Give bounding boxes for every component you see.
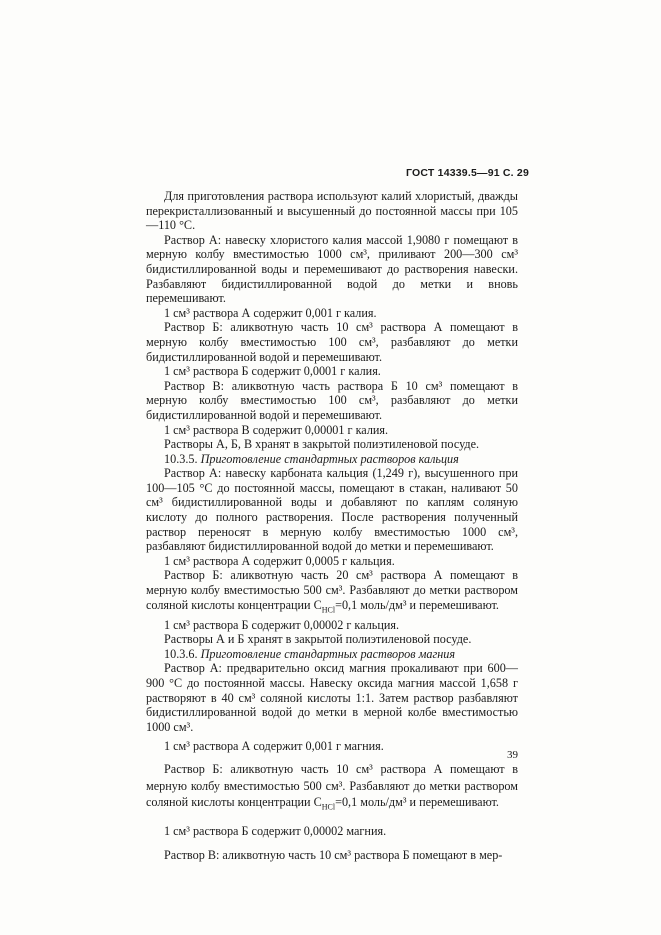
page-number: 39 — [507, 749, 518, 761]
paragraph: 1 см³ раствора Б содержит 0,0001 г калия. — [164, 364, 381, 379]
paragraph: Раствор А: навеску карбоната кальция (1,249 г), высушенного при 100—105 °С до постоянной массы, помещают в стакан, наливают 50 см³ бидистиллированной воды и добавляют по каплям соляную кислоту до полного растворения. После растворения полученный раствор переносят в мерную колбу вместимостью 1000 см³, разбавляют бидистиллированной водой до метки и перемешивают. — [146, 466, 518, 554]
formula-tail: =0,1 моль/дм³ и перемешивают. — [335, 597, 499, 612]
paragraph: Раствор Б: аликвотную часть 10 см³ раствора А помещают в мерную колбу вместимостью 100 см³, разбавляют до метки бидистиллированной водой и перемешивают. — [146, 320, 518, 364]
formula-tail: =0,1 моль/дм³ и перемешивают. — [335, 795, 499, 810]
paragraph: Раствор А: навеску хлористого калия массой 1,9080 г помещают в мерную колбу вместимостью 1000 см³, приливают 200—300 см³ бидистиллированной воды и перемешивают до растворения навески. Разбавляют бидистиллированной водой до метки и вновь перемешивают. — [146, 232, 518, 306]
paragraph-with-formula — [146, 761, 518, 816]
paragraph: Растворы А и Б хранят в закрытой полиэтиленовой посуде. — [164, 632, 472, 647]
paragraph: 1 см³ раствора Б содержит 0,00002 магния. — [164, 824, 387, 839]
paragraph-text: Раствор Б: аликвотную часть 10 см³ раствора А помещают в мерную колбу вместимостью 500 см³. Разбавляют до метки раствором соляной кислоты концентрации C — [146, 762, 518, 810]
formula-subscript: HCl — [321, 605, 336, 615]
paragraph: 1 см³ раствора В содержит 0,00001 г калия. — [164, 422, 389, 437]
section-heading-magnesium — [146, 647, 518, 662]
document-body — [146, 189, 518, 863]
section-title: Приготовление стандартных растворов кальция — [200, 451, 459, 466]
section-number: 10.3.5. — [164, 451, 198, 466]
paragraph: 1 см³ раствора А содержит 0,001 г магния. — [164, 739, 384, 754]
paragraph-with-formula — [146, 568, 518, 617]
paragraph: Растворы А, Б, В хранят в закрытой полиэтиленовой посуде. — [164, 437, 480, 452]
paragraph: Раствор А: предварительно оксид магния прокаливают при 600—900 °С до постоянной массы. Навеску оксида магния массой 1,658 г растворяют в 40 см³ соляной кислоты 1:1. Затем раствор разбавляют бидистиллированной водой до метки в мерной колбе вместимостью 1000 см³. — [146, 661, 518, 734]
paragraph-text: Раствор Б: аликвотную часть 20 см³ раствора А помещают в мерную колбу вместимостью 500 см³. Разбавляют до метки раствором соляной кислоты концентрации C — [146, 568, 518, 612]
paragraph: 1 см³ раствора А содержит 0,001 г калия. — [164, 305, 377, 320]
paragraph: Раствор В: аликвотную часть раствора Б 10 см³ помещают в мерную колбу вместимостью 100 см³, разбавляют до метки бидистиллированной водой и перемешивают. — [146, 378, 518, 422]
section-title: Приготовление стандартных растворов магния — [200, 646, 456, 661]
paragraph: Для приготовления раствора используют калий хлористый, дважды перекристаллизованный и высушенный до постоянной массы при 105—110 °С. — [146, 189, 518, 233]
section-heading-calcium — [146, 452, 518, 467]
paragraph: 1 см³ раствора А содержит 0,0005 г кальция. — [164, 553, 395, 568]
page-header: ГОСТ 14339.5—91 С. 29 — [406, 167, 529, 179]
paragraph: 1 см³ раствора Б содержит 0,00002 г кальция. — [164, 617, 400, 632]
paragraph: Раствор В: аликвотную часть 10 см³ раствора Б помещают в мер- — [164, 847, 503, 862]
formula-subscript: HCl — [321, 802, 336, 812]
section-number: 10.3.6. — [164, 646, 198, 661]
